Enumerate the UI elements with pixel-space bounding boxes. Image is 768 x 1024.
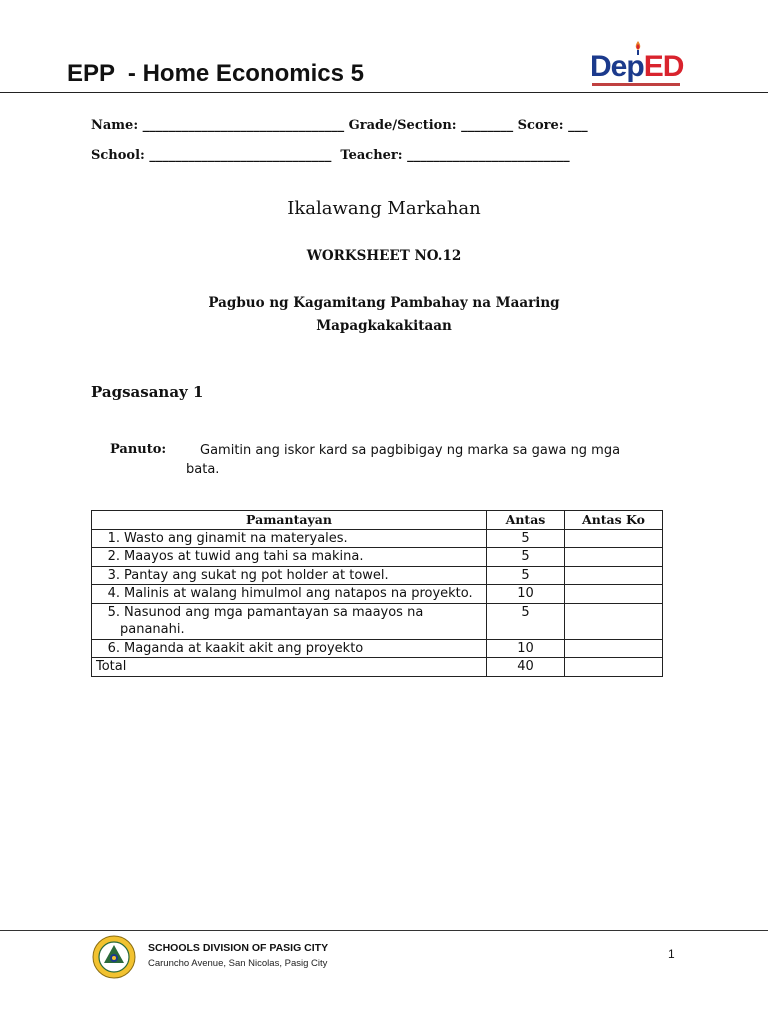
instruction-text: Gamitin ang iskor kard sa pagbibigay ng marka sa gawa ng mga bata. — [186, 443, 621, 477]
score-cell: 5 — [487, 566, 565, 585]
row-index: 2. — [107, 549, 120, 564]
table-row — [92, 566, 663, 585]
criterion-cell — [92, 639, 487, 658]
criterion-text: Nasunod ang mga pamantayan sa maayos na pananahi. — [120, 604, 424, 637]
table-header-row — [92, 511, 663, 530]
row-index: 3. — [107, 567, 120, 583]
column-header-score: Antas — [487, 511, 565, 530]
criterion-cell — [92, 548, 487, 567]
column-header-criteria: Pamantayan — [92, 511, 487, 530]
student-info-line-1: Name: _______________________________ Grade/Section: ________ Score: ___ — [91, 118, 588, 133]
row-index: 1. — [107, 530, 120, 546]
my-score-cell[interactable] — [565, 585, 663, 604]
quarter-title: Ikalawang Markahan — [287, 198, 481, 219]
my-score-cell[interactable] — [565, 548, 663, 567]
my-score-cell[interactable] — [565, 603, 663, 639]
criterion-text: Maganda at kaakit akit ang proyekto — [124, 640, 364, 656]
my-score-cell[interactable] — [565, 639, 663, 658]
criterion-cell — [92, 585, 487, 604]
table-total-row — [92, 658, 663, 677]
logo-text-ed: ED — [643, 50, 684, 83]
lesson-title-line-2: Mapagkakakitaan — [316, 318, 452, 334]
my-score-cell[interactable] — [565, 529, 663, 548]
footer-organization: SCHOOLS DIVISION OF PASIG CITY — [148, 942, 329, 954]
column-header-my-score: Antas Ko — [565, 511, 663, 530]
worksheet-number: WORKSHEET NO.12 — [306, 248, 462, 264]
footer-address: Caruncho Avenue, San Nicolas, Pasig City — [148, 958, 328, 969]
table-row — [92, 585, 663, 604]
criterion-text: Pantay ang sukat ng pot holder at towel. — [124, 567, 389, 583]
score-cell: 5 — [487, 603, 565, 639]
criterion-text: Malinis at walang himulmol ang natapos na proyekto. — [124, 586, 473, 601]
table-row — [92, 639, 663, 658]
exercise-title: Pagsasanay 1 — [91, 383, 204, 401]
my-score-cell[interactable] — [565, 566, 663, 585]
total-label: Total — [92, 658, 487, 677]
header-divider — [0, 92, 768, 93]
deped-logo — [590, 40, 690, 90]
table-row — [92, 548, 663, 567]
criterion-text: Maayos at tuwid ang tahi sa makina. — [124, 549, 364, 564]
instruction-label: Panuto: — [110, 442, 167, 457]
score-cell: 5 — [487, 548, 565, 567]
table-row — [92, 603, 663, 639]
row-index: 4. — [107, 586, 120, 601]
page-number: 1 — [668, 947, 675, 961]
lesson-title — [0, 292, 768, 338]
criterion-cell — [92, 566, 487, 585]
score-cell: 10 — [487, 585, 565, 604]
total-my-score-cell[interactable] — [565, 658, 663, 677]
rubric-table — [91, 510, 663, 677]
score-cell: 10 — [487, 639, 565, 658]
row-index: 6. — [107, 640, 120, 656]
table-row — [92, 529, 663, 548]
student-info-line-2: School: ____________________________ Teacher: _________________________ — [91, 148, 570, 163]
criterion-text: Wasto ang ginamit na materyales. — [124, 530, 348, 546]
logo-subline — [592, 83, 680, 86]
division-seal-icon — [92, 935, 136, 979]
total-value: 40 — [487, 658, 565, 677]
logo-text-dep: Dep — [590, 50, 644, 83]
document-title: EPP - Home Economics 5 — [67, 60, 364, 87]
score-cell: 5 — [487, 529, 565, 548]
criterion-cell — [92, 603, 487, 639]
lesson-title-line-1: Pagbuo ng Kagamitang Pambahay na Maaring — [208, 295, 560, 311]
criterion-cell — [92, 529, 487, 548]
row-index: 5. — [107, 604, 120, 620]
footer-divider — [0, 930, 768, 931]
